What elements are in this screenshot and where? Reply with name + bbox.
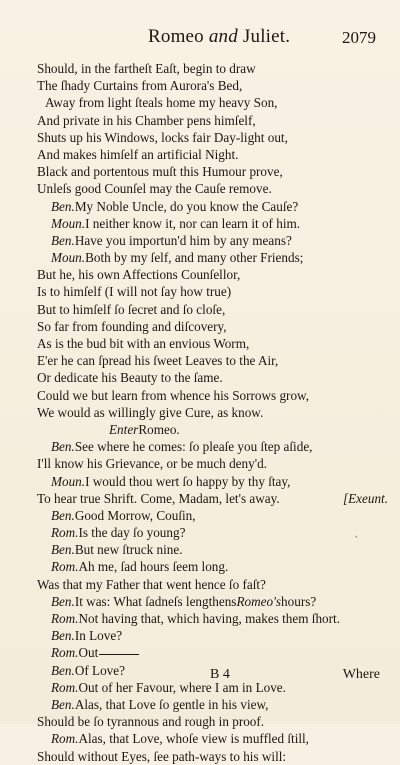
page-footer	[0, 667, 400, 687]
speaker-name: Ben.	[51, 542, 75, 558]
line-text: Away from light ſteals home my heavy Son,	[45, 95, 278, 111]
play-text	[0, 60, 400, 765]
line-text: But new ſtruck nine.	[74, 542, 183, 558]
line-text: And private in his Chamber pens himſelf,	[37, 112, 256, 128]
line-text: Out	[78, 645, 99, 661]
speaker-name: Ben.	[51, 232, 75, 248]
line-text: It was: What ſadneſs lengthens	[74, 593, 237, 609]
line-text: Out of her Favour, where I am in Love.	[78, 679, 286, 695]
verse-line	[0, 129, 400, 146]
page-number: 2079	[342, 28, 376, 47]
line-text: We would as willingly give Cure, as know.	[37, 404, 264, 420]
verse-line	[0, 713, 400, 730]
dash-rule	[99, 654, 139, 655]
verse-line	[0, 404, 400, 421]
line-text: In Love?	[74, 628, 123, 644]
verse-line	[0, 352, 400, 369]
line-text: Alas, that Love, whoſe view is muffled ſtill,	[78, 731, 309, 747]
line-text: My Noble Uncle, do you know the Cauſe?	[74, 198, 299, 214]
line-text: I would thou wert ſo happy by thy ſtay,	[85, 473, 291, 489]
line-text: But to himſelf ſo ſecret and ſo cloſe,	[37, 301, 226, 317]
speech-line	[0, 558, 400, 575]
line-text: hours?	[281, 593, 317, 609]
line-text: Or dedicate his Beauty to the ſame.	[37, 370, 223, 386]
line-text: Could we but learn from whence his Sorrows grow,	[37, 387, 309, 403]
verse-line	[0, 318, 400, 335]
verse-line	[0, 60, 400, 77]
line-text: E'er he can ſpread his ſweet Leaves to the Air,	[37, 353, 279, 369]
verse-line	[0, 576, 400, 593]
speaker-name: Ben.	[51, 696, 75, 712]
verse-line	[0, 283, 400, 300]
speaker-name: Rom.	[51, 611, 79, 626]
speech-line	[0, 473, 400, 490]
line-text: Was that my Father that went hence ſo faſt?	[37, 576, 266, 592]
verse-line	[0, 387, 400, 404]
verse-line	[0, 369, 400, 386]
speaker-name: Rom.	[51, 679, 79, 695]
line-text: Ah me, ſad hours ſeem long.	[78, 559, 229, 575]
verse-line	[0, 301, 400, 318]
verse-line	[0, 146, 400, 163]
speech-line	[0, 730, 400, 747]
stage-direction	[0, 421, 400, 438]
verse-line	[0, 266, 400, 283]
running-title	[148, 26, 290, 48]
line-text: But he, his own Affections Counſellor,	[37, 267, 241, 283]
speech-line	[0, 232, 400, 249]
line-text: To hear true Shrift. Come, Madam, let's away.	[37, 490, 280, 506]
speech-line	[0, 198, 400, 215]
line-text: As is the bud bit with an envious Worm,	[37, 336, 250, 351]
speaker-name: Moun.	[51, 215, 86, 231]
line-text: Good Morrow, Couſin,	[74, 507, 196, 523]
speaker-name: Rom.	[51, 525, 79, 541]
line-text: Should, in the fartheſt Eaſt, begin to draw	[37, 61, 256, 76]
speech-line	[0, 507, 400, 524]
line-text: So far from founding and diſcovery,	[37, 318, 227, 334]
speech-line	[0, 541, 400, 558]
speaker-name: Rom.	[51, 731, 79, 747]
line-text: Should without Eyes, ſee path-ways to his will:	[37, 748, 287, 764]
speaker-name: Moun.	[51, 473, 86, 489]
line-text: Of Love?	[74, 662, 125, 678]
verse-line	[0, 455, 400, 472]
speaker-name: Ben.	[51, 507, 75, 523]
running-head	[0, 26, 400, 50]
verse-line	[0, 77, 400, 94]
speaker-name: Ben.	[51, 198, 75, 214]
verse-line	[0, 94, 400, 111]
line-text: See where he comes: ſo pleaſe you ſtep aſide,	[74, 439, 313, 455]
verse-line	[0, 180, 400, 197]
catchword: Where	[342, 667, 380, 682]
stray-mark: ⸼	[355, 526, 358, 539]
line-text: Is to himſelf (I will not ſay how true)	[37, 284, 232, 300]
speech-line	[0, 696, 400, 713]
line-text: Both by my ſelf, and many other Friends;	[85, 250, 304, 266]
line-text: Shuts up his Windows, locks fair Day-light out,	[37, 129, 288, 145]
signature-mark: B 4	[210, 667, 230, 682]
line-text: Unleſs good Counſel may the Cauſe remove.	[37, 181, 272, 197]
line-text: Romeo.	[138, 421, 180, 437]
italic-name: Romeo's	[236, 593, 282, 609]
verse-line	[0, 112, 400, 129]
speech-line	[0, 627, 400, 644]
speech-line	[0, 438, 400, 455]
speaker-name: Rom.	[51, 559, 79, 575]
speech-line	[0, 524, 400, 541]
speaker-name: Ben.	[51, 662, 75, 678]
line-text: Is the day ſo young?	[78, 525, 186, 541]
stage-direction-enter: Enter	[109, 421, 139, 437]
speaker-name: Ben.	[51, 439, 75, 455]
speaker-name: Ben.	[51, 593, 75, 609]
title-and: and	[208, 26, 238, 47]
line-text: Should be ſo tyrannous and rough in proof.	[37, 714, 265, 730]
speech-line	[0, 593, 400, 610]
stage-direction-exeunt: [Exeunt.	[342, 490, 388, 506]
line-text: Alas, that Love ſo gentle in his view,	[74, 696, 269, 712]
verse-line	[0, 163, 400, 180]
line-text: I'll know his Grievance, or be much deny'd.	[37, 456, 267, 472]
speech-line	[0, 644, 400, 661]
speaker-name: Ben.	[51, 628, 75, 644]
speaker-name: Moun.	[51, 250, 86, 266]
title-romeo: Romeo	[148, 26, 209, 47]
verse-line	[0, 748, 400, 765]
speech-line	[0, 215, 400, 232]
verse-line	[0, 490, 400, 507]
line-text: Have you importun'd him by any means?	[74, 232, 292, 248]
line-text: Not having that, which having, makes them ſhort.	[78, 611, 340, 626]
speaker-name: Rom.	[51, 645, 79, 661]
verse-line	[0, 335, 400, 352]
title-juliet: Juliet.	[237, 26, 291, 47]
speech-line	[0, 610, 400, 627]
line-text: And makes himſelf an artificial Night.	[37, 146, 239, 162]
line-text: The ſhady Curtains from Aurora's Bed,	[37, 78, 243, 94]
line-text: I neither know it, nor can learn it of him.	[85, 215, 301, 231]
speech-line	[0, 249, 400, 266]
line-text: Black and portentous muſt this Humour prove,	[37, 164, 283, 180]
